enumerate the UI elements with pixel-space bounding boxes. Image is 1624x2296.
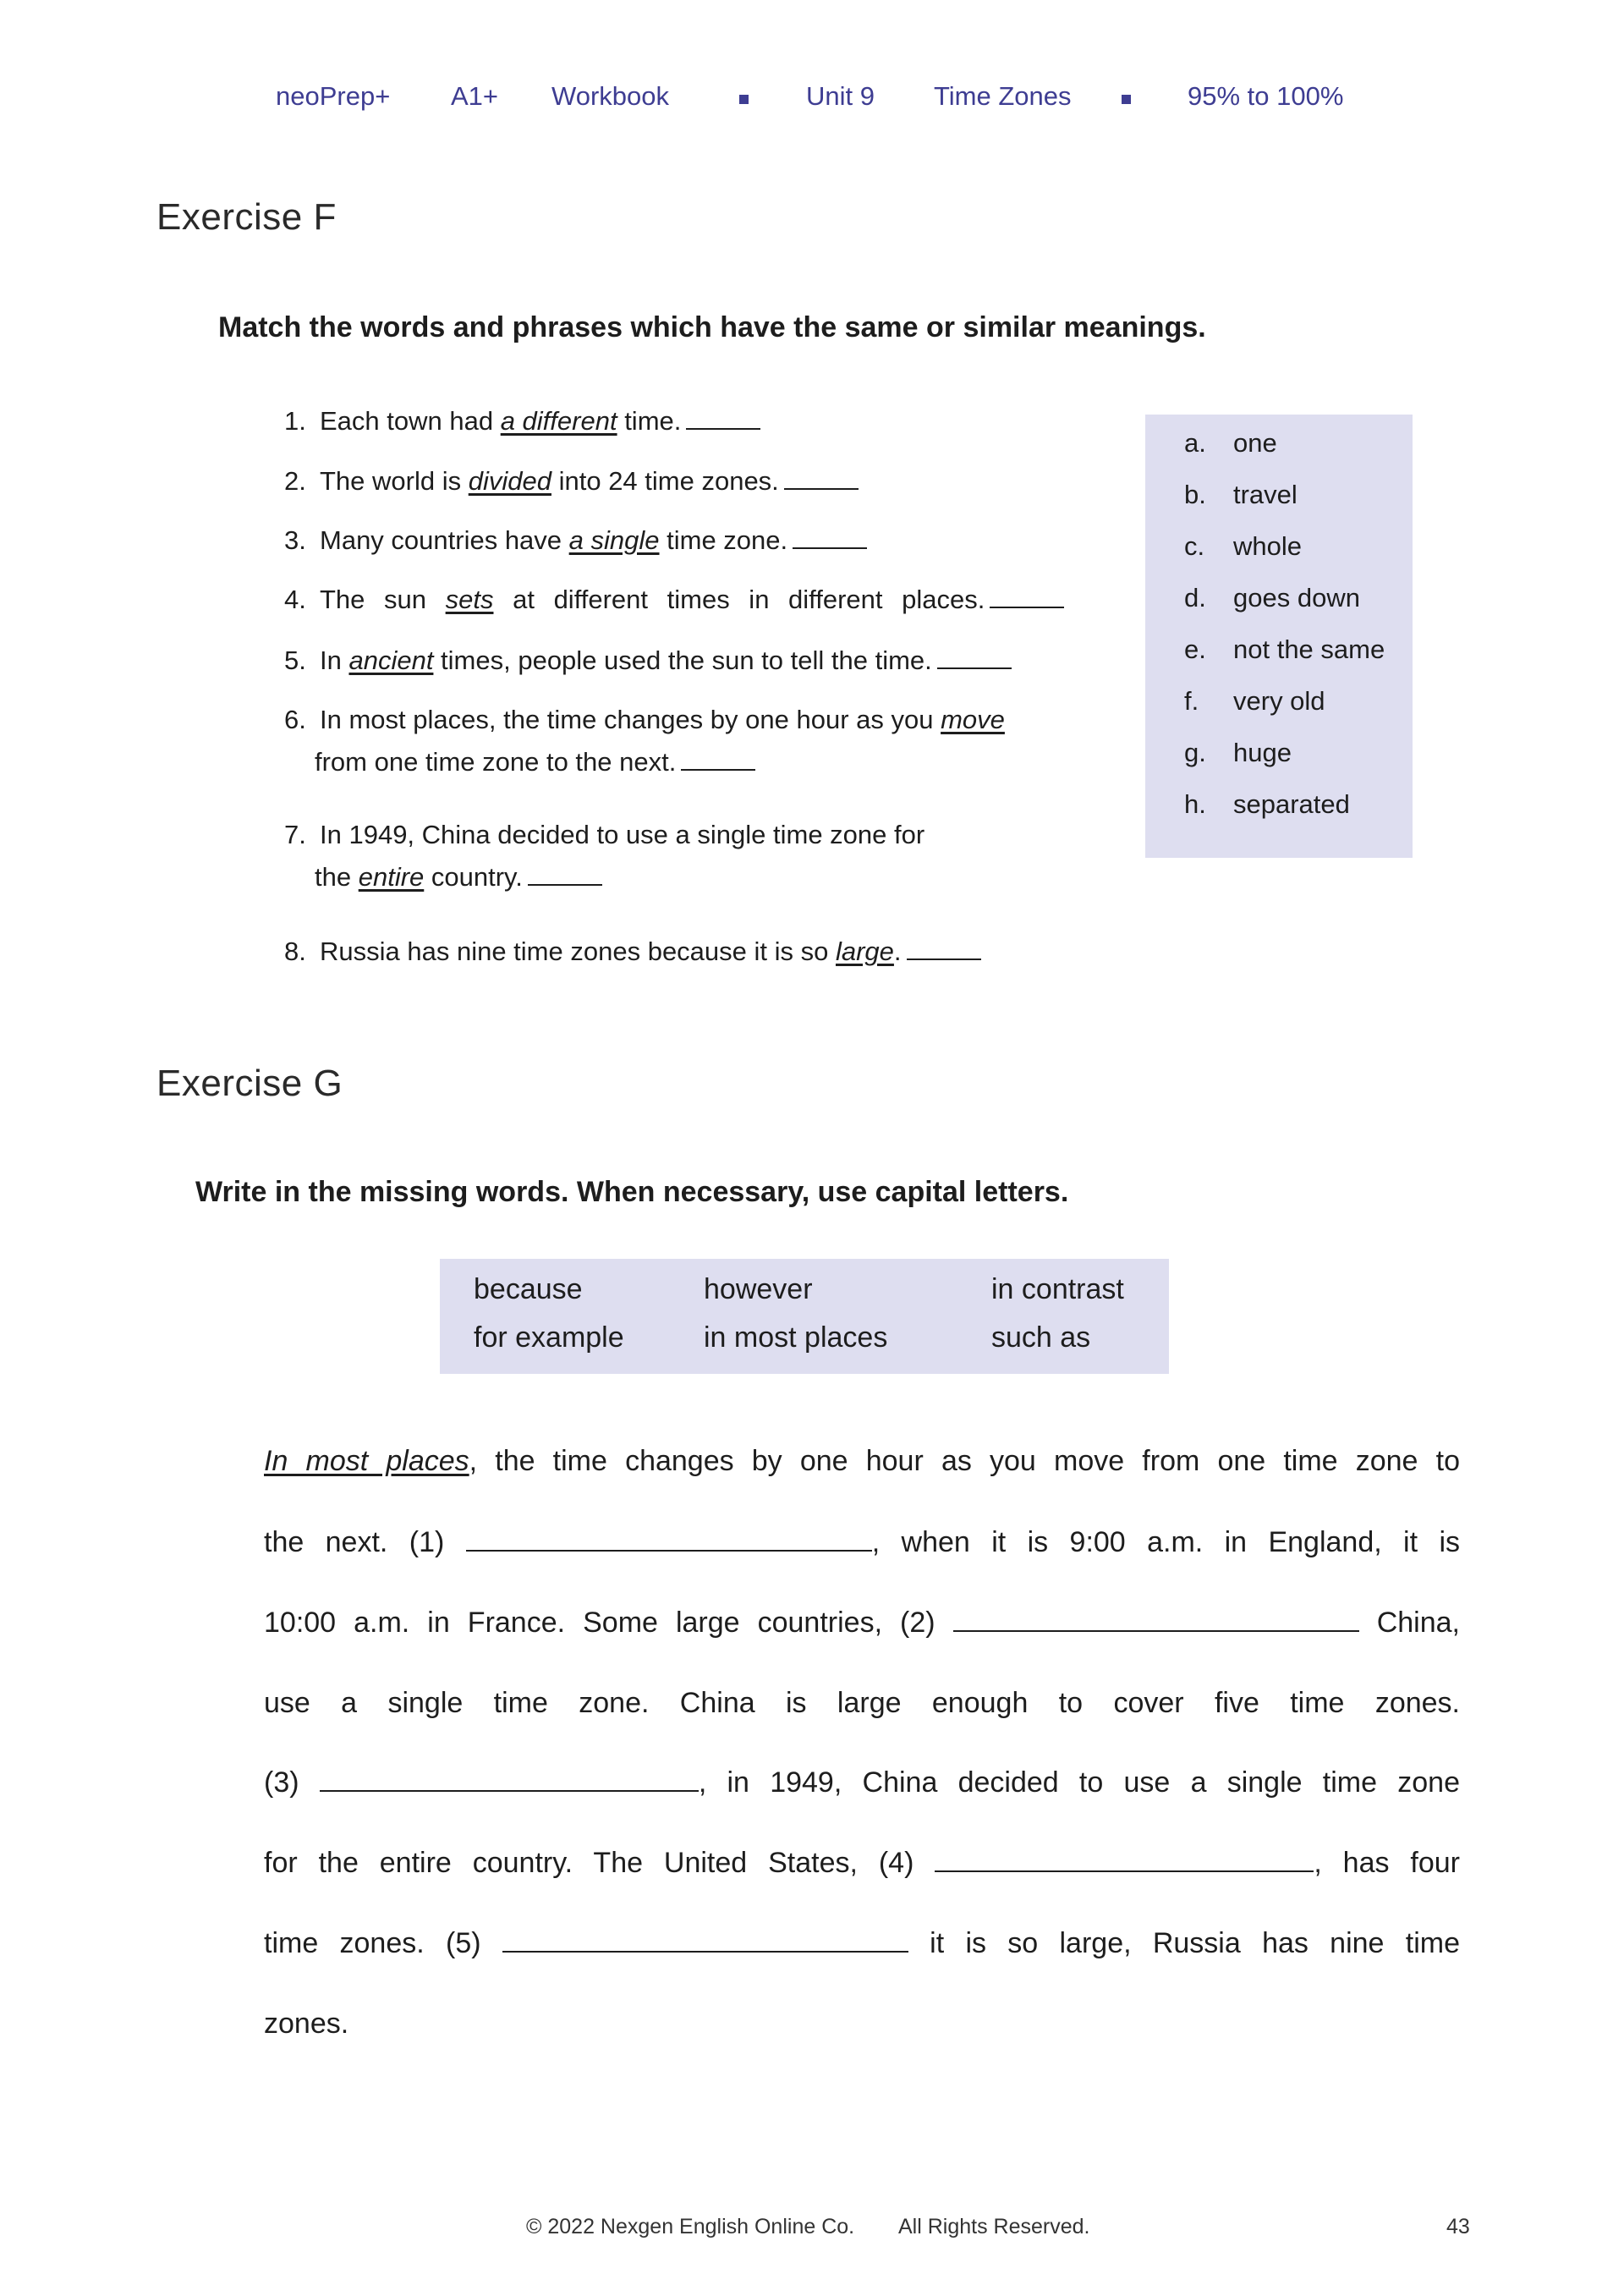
answer-blank[interactable] — [528, 860, 602, 886]
exercise-f-instruction: Match the words and phrases which have the same or similar meanings. — [218, 311, 1206, 343]
match-item-3: 3. Many countries have a single time zone. — [284, 519, 867, 562]
header-book: Workbook — [551, 81, 669, 111]
gap-1-input[interactable] — [466, 1524, 872, 1552]
exercise-f-title: Exercise F — [156, 196, 337, 238]
footer-copyright: © 2022 Nexgen English Online Co. — [526, 2215, 855, 2238]
word-bank-item: in most places — [704, 1321, 888, 1354]
answer-blank[interactable] — [990, 583, 1064, 608]
gapfill-line-1: In most places, the time changes by one hour as you move from one time zone to — [264, 1445, 1460, 1477]
page-number: 43 — [1446, 2215, 1470, 2238]
header-unit: Unit 9 — [806, 81, 875, 111]
match-item-5: 5. In ancient times, people used the sun to tell the time. — [284, 640, 1012, 682]
footer-rights: All Rights Reserved. — [898, 2215, 1090, 2238]
header-topic: Time Zones — [934, 81, 1072, 111]
match-item-4: 4. The sun sets at different times in different places. — [284, 579, 1064, 621]
match-item-7: 7. In 1949, China decided to use a single time zone for the entire country. — [284, 820, 925, 892]
answer-blank[interactable] — [681, 745, 755, 771]
match-item-8: 8. Russia has nine time zones because it is so large. — [284, 931, 981, 973]
option-g: g. huge — [1184, 738, 1292, 767]
word-bank-item: because — [474, 1273, 583, 1305]
gapfill-line-6: for the entire country. The United States, (4) , has four — [264, 1847, 1460, 1879]
word-bank-item: however — [704, 1273, 813, 1305]
gapfill-line-7: time zones. (5) it is so large, Russia has nine time — [264, 1927, 1460, 1959]
gapfill-line-2: the next. (1) , when it is 9:00 a.m. in England, it is — [264, 1526, 1460, 1558]
header-range: 95% to 100% — [1188, 81, 1344, 111]
answer-blank[interactable] — [907, 935, 981, 960]
gapfill-line-3: 10:00 a.m. in France. Some large countries, (2) China, — [264, 1607, 1460, 1639]
option-e: e. not the same — [1184, 634, 1385, 664]
match-item-2: 2. The world is divided into 24 time zones. — [284, 460, 859, 503]
option-a: a. one — [1184, 428, 1277, 458]
option-c: c. whole — [1184, 531, 1302, 561]
word-bank-item: in contrast — [991, 1273, 1124, 1305]
gapfill-line-4: use a single time zone. China is large enough to cover five time zones. — [264, 1687, 1460, 1719]
answer-blank[interactable] — [784, 464, 859, 490]
header-brand: neoPrep+ — [276, 81, 391, 111]
exercise-g-title: Exercise G — [156, 1063, 343, 1104]
header-separator-icon — [739, 95, 749, 104]
answer-blank[interactable] — [937, 644, 1012, 669]
gapfill-line-5: (3) , in 1949, China decided to use a single time zone — [264, 1766, 1460, 1799]
header-level: A1+ — [451, 81, 499, 111]
option-f: f. very old — [1184, 686, 1325, 716]
option-d: d. goes down — [1184, 583, 1360, 612]
word-bank-item: for example — [474, 1321, 624, 1354]
gap-4-input[interactable] — [935, 1845, 1314, 1872]
gap-3-input[interactable] — [320, 1765, 699, 1792]
option-b: b. travel — [1184, 480, 1298, 509]
gapfill-line-8: zones. — [264, 2008, 349, 2040]
header-separator-icon — [1122, 95, 1131, 104]
option-h: h. separated — [1184, 789, 1350, 819]
answer-blank[interactable] — [793, 524, 867, 549]
match-item-1: 1. Each town had a different time. — [284, 400, 760, 442]
word-bank-item: such as — [991, 1321, 1091, 1354]
match-item-6: 6. In most places, the time changes by one hour as you move from one time zone to the next. — [284, 705, 1005, 777]
answer-blank[interactable] — [686, 404, 760, 430]
gap-2-input[interactable] — [953, 1605, 1359, 1632]
exercise-g-instruction: Write in the missing words. When necessary, use capital letters. — [195, 1176, 1069, 1208]
gap-5-input[interactable] — [502, 1925, 908, 1953]
